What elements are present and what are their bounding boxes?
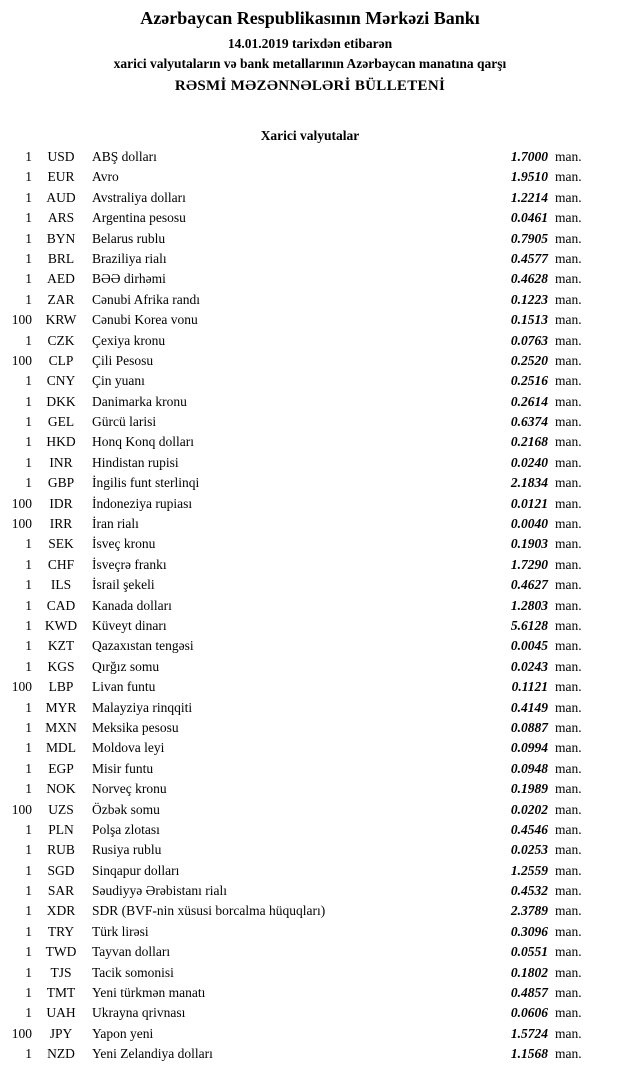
rate-value: 0.1989	[510, 781, 548, 797]
row-quantity: 1	[25, 250, 32, 266]
currency-name: Livan funtu	[92, 679, 156, 695]
currency-code: RUB	[47, 842, 75, 858]
currency-name: Norveç kronu	[92, 781, 167, 797]
unit-label: man.	[555, 821, 582, 837]
row-quantity: 1	[25, 332, 32, 348]
rate-value: 0.4546	[510, 821, 548, 837]
table-row	[0, 618, 620, 638]
unit-label: man.	[555, 964, 582, 980]
currency-name: Qazaxıstan tengəsi	[92, 638, 194, 654]
row-quantity: 1	[25, 597, 32, 613]
currency-name: Avstraliya dolları	[92, 189, 186, 205]
rate-value: 0.0040	[510, 516, 548, 532]
currency-name: Braziliya rialı	[92, 250, 167, 266]
unit-label: man.	[555, 842, 582, 858]
unit-label: man.	[555, 801, 582, 817]
table-row	[0, 557, 620, 577]
unit-label: man.	[555, 658, 582, 674]
table-row	[0, 414, 620, 434]
row-quantity: 100	[11, 495, 32, 511]
row-quantity: 1	[25, 536, 32, 552]
table-row	[0, 659, 620, 679]
unit-label: man.	[555, 352, 582, 368]
rate-value: 2.3789	[510, 903, 548, 919]
currency-name: Qırğız somu	[92, 658, 160, 674]
table-row	[0, 802, 620, 822]
currency-name: Türk lirəsi	[92, 923, 149, 939]
currency-name: Misir funtu	[92, 760, 154, 776]
rate-value: 0.7905	[510, 230, 548, 246]
currency-code: IDR	[49, 495, 73, 511]
currency-name: Yeni türkmən manatı	[92, 985, 206, 1001]
rate-value: 0.1903	[510, 536, 548, 552]
unit-label: man.	[555, 679, 582, 695]
unit-label: man.	[555, 475, 582, 491]
row-quantity: 1	[25, 719, 32, 735]
currency-code: MXN	[45, 719, 77, 735]
unit-label: man.	[555, 1025, 582, 1041]
subject-line: xarici valyutaların və bank metallarının Azərbaycan manatına qarşı	[113, 56, 507, 71]
row-quantity: 100	[11, 516, 32, 532]
unit-label: man.	[555, 434, 582, 450]
table-row	[0, 965, 620, 985]
currency-name: İsveç kronu	[92, 536, 156, 552]
unit-label: man.	[555, 189, 582, 205]
currency-name: Belarus rublu	[92, 230, 166, 246]
currency-code: CAD	[46, 597, 76, 613]
currency-code: CZK	[47, 332, 75, 348]
table-row	[0, 271, 620, 291]
currency-name: Meksika pesosu	[92, 719, 179, 735]
unit-label: man.	[555, 923, 582, 939]
currency-code: KRW	[45, 312, 77, 328]
row-quantity: 1	[25, 414, 32, 430]
rate-value: 0.0887	[510, 719, 548, 735]
table-row	[0, 149, 620, 169]
rate-value: 1.7000	[510, 149, 548, 164]
table-row	[0, 394, 620, 414]
currency-name: SDR (BVF-nin xüsusi borcalma hüquqları)	[92, 903, 326, 919]
rate-value: 0.0763	[510, 332, 548, 348]
rate-value: 0.0461	[510, 210, 548, 226]
currency-code: MDL	[46, 740, 76, 756]
currency-name: Malayziya rinqqiti	[92, 699, 193, 715]
rate-value: 0.3096	[510, 923, 548, 939]
currency-code: GEL	[47, 414, 75, 430]
rate-value: 1.2803	[510, 597, 548, 613]
rate-value: 0.0045	[510, 638, 548, 654]
currency-code: BYN	[46, 230, 76, 246]
row-quantity: 1	[25, 189, 32, 205]
rate-value: 5.6128	[510, 617, 548, 633]
table-row	[0, 536, 620, 556]
row-quantity: 1	[25, 393, 32, 409]
currency-code: BRL	[47, 250, 75, 266]
currency-table	[0, 149, 620, 1067]
row-quantity: 1	[25, 842, 32, 858]
row-quantity: 1	[25, 699, 32, 715]
table-row	[0, 822, 620, 842]
currency-code: KZT	[47, 638, 75, 654]
table-row	[0, 679, 620, 699]
row-quantity: 1	[25, 577, 32, 593]
currency-code: NZD	[47, 1046, 75, 1062]
unit-label: man.	[555, 373, 582, 389]
rate-value: 0.4532	[510, 883, 548, 899]
table-row	[0, 720, 620, 740]
unit-label: man.	[555, 985, 582, 1001]
currency-name: İsveçrə frankı	[92, 556, 167, 572]
table-row	[0, 863, 620, 883]
rate-value: 0.0994	[510, 740, 548, 756]
table-row	[0, 312, 620, 332]
currency-code: ZAR	[47, 291, 75, 307]
rate-value: 0.1121	[511, 679, 548, 695]
table-row	[0, 496, 620, 516]
row-quantity: 1	[25, 944, 32, 960]
unit-label: man.	[555, 617, 582, 633]
table-row	[0, 985, 620, 1005]
rate-value: 0.2520	[510, 352, 548, 368]
row-quantity: 100	[11, 1025, 32, 1041]
rate-value: 0.0606	[510, 1005, 548, 1021]
row-quantity: 1	[25, 760, 32, 776]
currency-code: GBP	[47, 475, 75, 491]
currency-name: Yapon yeni	[92, 1025, 154, 1041]
row-quantity: 1	[25, 230, 32, 246]
row-quantity: 1	[25, 985, 32, 1001]
currency-code: MYR	[45, 699, 77, 715]
unit-label: man.	[555, 516, 582, 532]
bank-title: Azərbaycan Respublikasının Mərkəzi Bankı	[140, 8, 480, 28]
rate-value: 0.1513	[510, 312, 548, 328]
section-title: Xarici valyutalar	[260, 128, 360, 143]
unit-label: man.	[555, 781, 582, 797]
currency-name: Honq Konq dolları	[92, 434, 194, 450]
currency-code: XDR	[46, 903, 76, 919]
rate-value: 0.6374	[510, 414, 548, 430]
currency-name: İran rialı	[92, 516, 139, 532]
currency-code: LBP	[48, 679, 74, 695]
currency-code: PLN	[48, 821, 74, 837]
row-quantity: 1	[25, 658, 32, 674]
unit-label: man.	[555, 597, 582, 613]
rate-value: 0.0240	[510, 454, 548, 470]
row-quantity: 1	[25, 434, 32, 450]
row-quantity: 1	[25, 1005, 32, 1021]
table-row	[0, 434, 620, 454]
row-quantity: 100	[11, 312, 32, 328]
currency-code: AED	[47, 271, 75, 287]
table-row	[0, 924, 620, 944]
currency-code: INR	[49, 454, 73, 470]
table-row	[0, 1026, 620, 1046]
unit-label: man.	[555, 312, 582, 328]
unit-label: man.	[555, 291, 582, 307]
table-row	[0, 761, 620, 781]
unit-label: man.	[555, 1005, 582, 1021]
table-row	[0, 1046, 620, 1066]
row-quantity: 1	[25, 556, 32, 572]
table-row	[0, 883, 620, 903]
currency-name: Moldova leyi	[92, 740, 165, 756]
table-row	[0, 740, 620, 760]
rate-value: 0.4628	[510, 271, 548, 287]
rate-value: 0.0202	[510, 801, 548, 817]
currency-name: Tacik somonisi	[92, 964, 174, 980]
currency-code: CHF	[47, 556, 75, 572]
currency-name: İsrail şekeli	[92, 577, 155, 593]
currency-name: Kanada dolları	[92, 597, 172, 613]
currency-code: SEK	[48, 536, 74, 552]
table-row	[0, 842, 620, 862]
row-quantity: 100	[11, 801, 32, 817]
unit-label: man.	[555, 903, 582, 919]
row-quantity: 1	[25, 454, 32, 470]
row-quantity: 1	[25, 923, 32, 939]
table-row	[0, 333, 620, 353]
table-row	[0, 190, 620, 210]
currency-code: AUD	[46, 189, 76, 205]
row-quantity: 1	[25, 210, 32, 226]
table-row	[0, 700, 620, 720]
document-header	[0, 0, 620, 95]
unit-label: man.	[555, 577, 582, 593]
currency-code: JPY	[49, 1025, 73, 1041]
rate-value: 0.1223	[510, 291, 548, 307]
currency-name: Özbək somu	[92, 801, 160, 817]
rate-value: 0.4627	[510, 577, 548, 593]
table-row	[0, 210, 620, 230]
table-row	[0, 638, 620, 658]
currency-code: ARS	[47, 210, 75, 226]
currency-code: EGP	[48, 760, 74, 776]
table-row	[0, 373, 620, 393]
unit-label: man.	[555, 556, 582, 572]
row-quantity: 1	[25, 903, 32, 919]
rate-value: 1.1568	[510, 1046, 548, 1062]
currency-code: SAR	[47, 883, 75, 899]
rate-value: 0.0121	[510, 495, 548, 511]
row-quantity: 1	[25, 964, 32, 980]
currency-name: Cənubi Afrika randı	[92, 291, 200, 307]
row-quantity: 1	[25, 475, 32, 491]
currency-code: KWD	[44, 617, 78, 633]
currency-name: Tayvan dolları	[92, 944, 171, 960]
rate-value: 0.4577	[510, 250, 548, 266]
currency-code: NOK	[46, 781, 76, 797]
row-quantity: 1	[25, 149, 32, 164]
currency-name: Çin yuanı	[92, 373, 145, 389]
unit-label: man.	[555, 250, 582, 266]
currency-code: HKD	[46, 434, 76, 450]
row-quantity: 1	[25, 617, 32, 633]
rate-value: 0.0243	[510, 658, 548, 674]
row-quantity: 1	[25, 291, 32, 307]
unit-label: man.	[555, 740, 582, 756]
row-quantity: 1	[25, 883, 32, 899]
currency-code: UZS	[48, 801, 74, 817]
rate-value: 0.1802	[510, 964, 548, 980]
currency-name: Avro	[92, 169, 119, 185]
rate-value: 0.2516	[510, 373, 548, 389]
rate-value: 0.4857	[510, 985, 548, 1001]
table-row	[0, 455, 620, 475]
rate-value: 0.0551	[510, 944, 548, 960]
currency-code: USD	[47, 149, 75, 164]
row-quantity: 1	[25, 740, 32, 756]
currency-code: TJS	[50, 964, 72, 980]
row-quantity: 100	[11, 352, 32, 368]
row-quantity: 1	[25, 862, 32, 878]
table-row	[0, 781, 620, 801]
rate-value: 1.7290	[510, 556, 548, 572]
currency-code: UAH	[46, 1005, 76, 1021]
currency-code: TMT	[46, 985, 76, 1001]
currency-name: İngilis funt sterlinqi	[92, 475, 200, 491]
unit-label: man.	[555, 862, 582, 878]
row-quantity: 1	[25, 169, 32, 185]
table-row	[0, 475, 620, 495]
currency-code: ILS	[50, 577, 72, 593]
unit-label: man.	[555, 332, 582, 348]
unit-label: man.	[555, 883, 582, 899]
unit-label: man.	[555, 719, 582, 735]
currency-code: IRR	[49, 516, 73, 532]
table-row	[0, 577, 620, 597]
effective-date-line: 14.01.2019 tarixdən etibarən	[227, 36, 393, 51]
currency-name: ABŞ dolları	[92, 149, 157, 164]
currency-code: SGD	[47, 862, 75, 878]
table-row	[0, 169, 620, 189]
table-row	[0, 292, 620, 312]
currency-name: Çili Pesosu	[92, 352, 154, 368]
unit-label: man.	[555, 169, 582, 185]
table-row	[0, 251, 620, 271]
currency-code: TRY	[47, 923, 75, 939]
bulletin-title: RƏSMİ MƏZƏNNƏLƏRİ BÜLLETENİ	[174, 78, 446, 94]
table-row	[0, 944, 620, 964]
table-row	[0, 598, 620, 618]
row-quantity: 1	[25, 821, 32, 837]
unit-label: man.	[555, 638, 582, 654]
currency-name: Çexiya kronu	[92, 332, 166, 348]
unit-label: man.	[555, 210, 582, 226]
rate-value: 0.0253	[510, 842, 548, 858]
table-row	[0, 353, 620, 373]
unit-label: man.	[555, 149, 582, 164]
row-quantity: 100	[11, 679, 32, 695]
currency-name: Polşa zlotası	[92, 821, 160, 837]
currency-name: Küveyt dinarı	[92, 617, 167, 633]
row-quantity: 1	[25, 638, 32, 654]
row-quantity: 1	[25, 373, 32, 389]
currency-name: Cənubi Korea vonu	[92, 312, 198, 328]
rate-value: 0.4149	[510, 699, 548, 715]
currency-name: Danimarka kronu	[92, 393, 187, 409]
rate-value: 0.0948	[510, 760, 548, 776]
currency-code: DKK	[46, 393, 76, 409]
table-row	[0, 516, 620, 536]
currency-name: Ukrayna qrivnası	[92, 1005, 186, 1021]
currency-name: Argentina pesosu	[92, 210, 186, 226]
currency-name: Gürcü larisi	[92, 414, 157, 430]
rate-value: 1.2214	[510, 189, 548, 205]
currency-code: TWD	[45, 944, 77, 960]
rate-value: 0.2614	[510, 393, 548, 409]
currency-name: Rusiya rublu	[92, 842, 162, 858]
currency-name: Sinqapur dolları	[92, 862, 180, 878]
table-row	[0, 1005, 620, 1025]
unit-label: man.	[555, 271, 582, 287]
rate-value: 0.2168	[510, 434, 548, 450]
unit-label: man.	[555, 1046, 582, 1062]
rate-value: 2.1834	[510, 475, 548, 491]
unit-label: man.	[555, 760, 582, 776]
table-row	[0, 231, 620, 251]
currency-name: İndoneziya rupiası	[92, 495, 193, 511]
currency-code: CLP	[48, 352, 74, 368]
table-row	[0, 903, 620, 923]
unit-label: man.	[555, 699, 582, 715]
row-quantity: 1	[25, 781, 32, 797]
currency-code: KGS	[47, 658, 75, 674]
currency-name: Hindistan rupisi	[92, 454, 179, 470]
currency-name: Yeni Zelandiya dolları	[92, 1046, 213, 1062]
currency-name: Səudiyyə Ərəbistanı rialı	[92, 883, 227, 899]
rate-value: 1.9510	[510, 169, 548, 185]
unit-label: man.	[555, 414, 582, 430]
unit-label: man.	[555, 536, 582, 552]
unit-label: man.	[555, 454, 582, 470]
unit-label: man.	[555, 230, 582, 246]
currency-code: CNY	[46, 373, 76, 389]
unit-label: man.	[555, 495, 582, 511]
unit-label: man.	[555, 944, 582, 960]
row-quantity: 1	[25, 271, 32, 287]
row-quantity: 1	[25, 1046, 32, 1062]
rate-value: 1.2559	[510, 862, 548, 878]
unit-label: man.	[555, 393, 582, 409]
currency-name: BƏƏ dirhəmi	[92, 271, 166, 287]
currency-code: EUR	[47, 169, 75, 185]
rate-value: 1.5724	[510, 1025, 548, 1041]
